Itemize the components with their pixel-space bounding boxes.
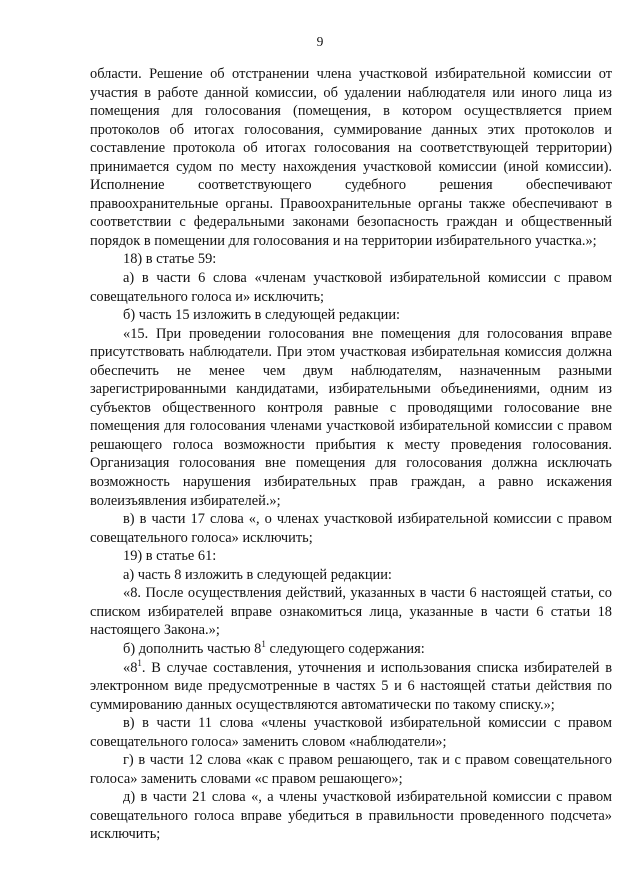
item-18-heading: 18) в статье 59: <box>123 251 217 268</box>
item-18-b-new-text: «15. При проведении голосования вне помещения для голосования вправе присутствовать наблюдатели. При этом участковая избирательная комиссия должна обеспечить не менее чем двум наблюдателям, назначенным разными зарегистрированными кандидатами, избирательными объединениями, одним из субъектов общественного контроля равные с проводящими голосование вне помещения для голосования членами участковой избирательной комиссии с правом решающего голоса возможности прибытия к месту проведения голосования. Организация голосования вне помещения для голосования должна исключать возможность нарушения избирательных прав граждан, а равно искажения волеизъявления избирателей.»; <box>90 325 612 509</box>
item-19-b-superscript: 1 <box>261 638 266 649</box>
document-body <box>90 65 612 844</box>
item-19-b-new-text-after: . В случае составления, уточнения и использования списка избирателей в электронном виде предусмотренные в частях 5 и 6 настоящей статьи действия по суммированию данных осуществляются автоматически по такому списку.»; <box>90 659 612 713</box>
item-19-heading: 19) в статье 61: <box>123 548 217 565</box>
item-19-b <box>90 640 612 659</box>
item-19-a: а) часть 8 изложить в следующей редакции: <box>123 566 392 583</box>
item-19-g: г) в части 12 слова «как с правом решающего, так и с правом совещательного голоса» заменить словами «с правом решающего»; <box>90 752 612 787</box>
item-19-a-new-text: «8. После осуществления действий, указанных в части 6 настоящей статьи, со списком избирателей вправе ознакомиться лица, указанные в части 6 статьи 18 настоящего Закона.»; <box>90 585 612 639</box>
item-19-d: д) в части 21 слова «, а члены участковой избирательной комиссии с правом совещательного голоса вправе убедиться в правильности проведенного подсчета» исключить; <box>90 789 612 843</box>
item-19-b-new-text-before: «8 <box>123 659 138 676</box>
item-19-b-text-after: следующего содержания: <box>265 640 425 657</box>
item-19-b-new-text <box>90 659 612 715</box>
item-19-v: в) в части 11 слова «члены участковой избирательной комиссии с правом совещательного голоса» заменить словом «наблюдатели»; <box>90 715 612 750</box>
item-19-b-new-text-superscript: 1 <box>137 657 142 668</box>
item-18-b: б) часть 15 изложить в следующей редакции: <box>123 307 401 324</box>
item-18-v: в) в части 17 слова «, о членах участковой избирательной комиссии с правом совещательного голоса» исключить; <box>90 511 612 546</box>
page-number: 9 <box>316 34 324 49</box>
paragraph-continuation: области. Решение об отстранении члена участковой избирательной комиссии от участия в работе данной комиссии, об удалении наблюдателя или иного лица из помещения для голосования (помещения, в котором осуществляется прием протоколов об итогах голосования, суммирование данных этих протоколов и составление протокола об итогах голосования на соответствующей территории) принимается судом по месту нахождения участковой комиссии (иной комиссии). Исполнение соответствующего судебного решения обеспечивают правоохранительные органы. Правоохранительные органы также обеспечивают в соответствии с федеральными законами безопасность граждан и общественный порядок в помещении для голосования и на территории избирательного участка.»; <box>90 66 612 249</box>
item-18-a: а) в части 6 слова «членам участковой избирательной комиссии с правом совещательного голоса и» исключить; <box>90 270 612 305</box>
item-19-b-text-before: б) дополнить частью 8 <box>123 640 262 657</box>
